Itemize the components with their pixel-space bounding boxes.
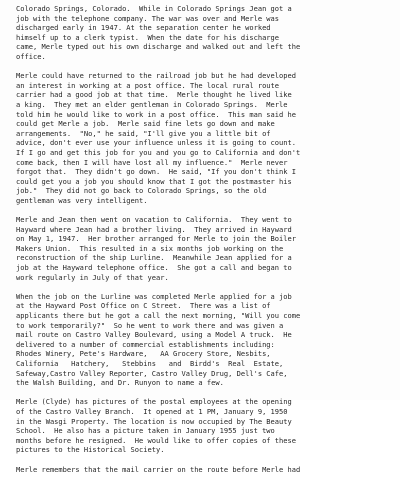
text-line: forgot that. They didn't go down. He said, "If you don't think I (16, 167, 297, 177)
paragraph (16, 397, 390, 455)
document-body (16, 4, 390, 484)
text-line: of the Castro Valley Branch. It opened at 1 PM, January 9, 1950 (16, 406, 288, 416)
text-line: Makers Union. This resulted in a six months job working on the (16, 243, 284, 253)
text-line: could get Merle a job. Merle said fine lets go down and make (16, 119, 275, 129)
text-line: arrangements. "No," he said, "I'll give you a little bit of (16, 128, 271, 138)
text-line: on May 1, 1947. Her brother arranged for Merle to join the Boiler (16, 234, 297, 244)
text-line: School. He also has a picture taken in January 1955 just two (16, 426, 275, 436)
text-line: job with the telephone company. The war was over and Merle was (16, 13, 280, 23)
text-line: a king. They met an elder gentleman in Colorado Springs. Merle (16, 99, 288, 109)
text-line: Merle (Clyde) has pictures of the postal employees at the opening (16, 397, 292, 407)
text-line: carrier had a good job at that time. Merle thought he lived like (16, 90, 292, 100)
text-line: Merle could have returned to the railroad job but he had developed (16, 71, 297, 81)
paragraph (16, 292, 390, 388)
text-line: California Hatchery, Stebbins and Birdd's Real Estate, (16, 358, 284, 368)
paragraph (16, 215, 390, 282)
text-line: pictures to the Historical Society. (16, 445, 165, 455)
text-line: job." They did not go back to Colorado Springs, so the old (16, 186, 267, 196)
text-line: in the Wasgi Property. The location is now occupied by The Beauty (16, 416, 292, 426)
text-line: Merle remembers that the mail carrier on the route before Merle had (16, 464, 301, 474)
paragraph (16, 4, 390, 62)
text-line: months before he resigned. He would like to offer copies of these (16, 435, 297, 445)
text-line: the Walsh Building, and Dr. Runyon to name a few. (16, 378, 224, 388)
text-line: could get you a job you should know that I got the postmaster his (16, 176, 292, 186)
text-line: Colorado Springs, Colorado. While in Colorado Springs Jean got a (16, 4, 292, 13)
text-line: office. (16, 51, 46, 61)
text-line: Safeway,Castro Valley Reporter, Castro Valley Drug, Dell's Cafe, (16, 368, 288, 378)
text-line: Rhodes Winery, Pete's Hardware, AA Grocery Store, Nesbits, (16, 349, 271, 359)
text-line: gentleman was very intelligent. (16, 195, 148, 205)
text-line: discharged early in 1947. At the separation center he worked (16, 23, 271, 33)
text-line: applicants there but he got a call the next morning, "Will you come (16, 311, 301, 320)
text-line: Hayward where Jean had a brother living. They arrived in Hayward (16, 224, 292, 234)
text-line: at the Hayward Post Office on C Street. There was a list of (16, 301, 271, 311)
text-line: to work temporarily?" So he went to work there and was given a (16, 320, 284, 330)
text-line: reconstruction of the ship Lurline. Meanwhile Jean applied for a (16, 253, 292, 263)
text-line: When the job on the Lurline was completed Merle applied for a job (16, 291, 292, 301)
text-line: work regularly in July of that year. (16, 272, 169, 282)
text-line: told him he would like to work in a post office. This man said he (16, 109, 297, 119)
paragraph (16, 465, 390, 475)
text-line: If I go and get this job for you and you go to California and don't (16, 147, 301, 157)
paragraph (16, 71, 390, 205)
text-line: job at the Hayward telephone office. She got a call and began to (16, 263, 292, 273)
text-line: came, Merle typed out his own discharge and walked out and left the (16, 42, 301, 52)
text-line: himself up to a clerk typist. When the date for his discharge (16, 32, 280, 42)
text-line: advice, don't ever use your influence unless it is going to count. (16, 138, 297, 148)
text-line: Merle and Jean then went on vacation to California. They went to (16, 215, 292, 225)
text-line: come back, then I will have lost all my influence." Merle never (16, 157, 288, 167)
text-line: delivered to a number of commercial establishments including: (16, 339, 275, 349)
text-line: mail route on Castro Valley Boulevard, using a Model A truck. He (16, 330, 292, 340)
text-line: an interest in working at a post office. The local rural route (16, 80, 280, 90)
